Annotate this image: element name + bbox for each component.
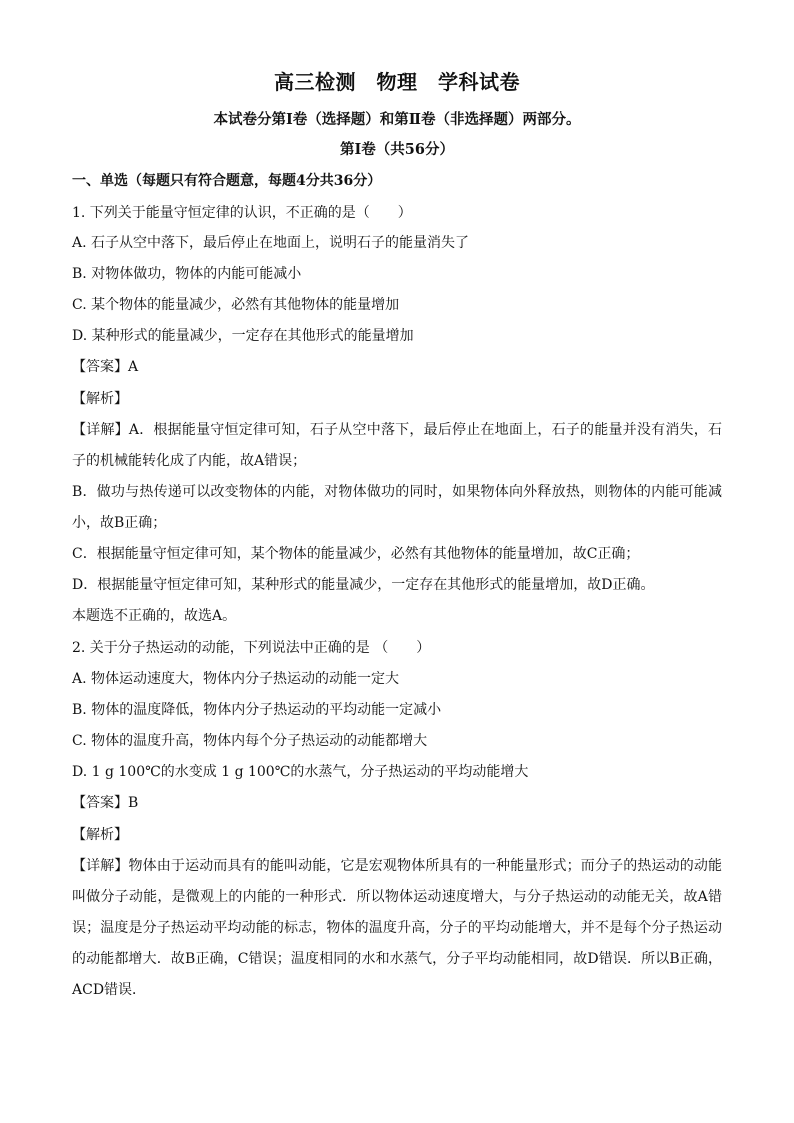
question-2-detail-line: 【详解】物体由于运动而具有的能叫动能，它是宏观物体所具有的一种能量形式；而分子的热运动的动能 <box>72 858 722 874</box>
question-2-option-c: C. 物体的温度升高，物体内每个分子热运动的动能都增大 <box>72 733 428 749</box>
question-1-answer: 【答案】A <box>72 359 139 375</box>
question-2-detail-line: 叫做分子动能，是微观上的内能的一种形式．所以物体运动速度增大，与分子热运动的动能无关，故A错 <box>72 889 722 905</box>
question-1-detail-line: B．做功与热传递可以改变物体的内能，对物体做功的同时，如果物体向外释放热，则物体的内能可能减 <box>72 484 722 500</box>
question-2-answer: 【答案】B <box>72 795 139 811</box>
exam-subtitle: 本试卷分第Ⅰ卷（选择题）和第Ⅱ卷（非选择题）两部分。 <box>213 111 581 128</box>
question-1-stem: 1. 下列关于能量守恒定律的认识，不正确的是（ ） <box>72 205 412 221</box>
question-1-option-c: C. 某个物体的能量减少，必然有其他物体的能量增加 <box>72 297 400 313</box>
question-2-detail-line: 的动能都增大．故B正确，C错误；温度相同的水和水蒸气，分子平均动能相同，故D错误．所以B正确， <box>72 951 722 967</box>
question-2-option-b: B. 物体的温度降低，物体内分子热运动的平均动能一定减小 <box>72 702 442 718</box>
question-1-detail-line: D．根据能量守恒定律可知，某种形式的能量减少，一定存在其他形式的能量增加，故D正确。 <box>72 577 655 593</box>
question-1-option-b: B. 对物体做功，物体的内能可能减小 <box>72 266 302 282</box>
part-title: 第Ⅰ卷（共56分） <box>340 141 454 158</box>
question-2-detail-line: 误；温度是分子热运动平均动能的标志，物体的温度升高，分子的平均动能增大，并不是每个分子热运动 <box>72 920 722 936</box>
question-2-option-a: A. 物体运动速度大，物体内分子热运动的动能一定大 <box>72 671 400 687</box>
question-1-option-d: D. 某种形式的能量减少，一定存在其他形式的能量增加 <box>72 328 414 344</box>
question-1-detail-line: C．根据能量守恒定律可知，某个物体的能量减少，必然有其他物体的能量增加，故C正确； <box>72 546 640 562</box>
question-2-stem: 2. 关于分子热运动的动能，下列说法中正确的是 （ ） <box>72 640 431 656</box>
section-heading: 一、单选（每题只有符合题意，每题4分共36分） <box>72 173 382 189</box>
question-2-option-d: D. 1 g 100℃的水变成 1 g 100℃的水蒸气，分子热运动的平均动能增大 <box>72 764 529 780</box>
question-1-conclusion: 本题选不正确的，故选A。 <box>72 608 237 624</box>
question-1-detail-line: 子的机械能转化成了内能，故A错误； <box>72 453 307 469</box>
exam-title: 高三检测 物理 学科试卷 <box>274 70 520 94</box>
question-2-analysis-label: 【解析】 <box>72 827 128 843</box>
question-1-detail-line: 【详解】A．根据能量守恒定律可知，石子从空中落下，最后停止在地面上，石子的能量并没有消失，石 <box>72 422 722 438</box>
question-1-option-a: A. 石子从空中落下，最后停止在地面上，说明石子的能量消失了 <box>72 235 470 251</box>
question-1-analysis-label: 【解析】 <box>72 391 128 407</box>
question-2-detail-line: ACD错误． <box>72 982 147 998</box>
question-1-detail-line: 小，故B正确； <box>72 515 167 531</box>
